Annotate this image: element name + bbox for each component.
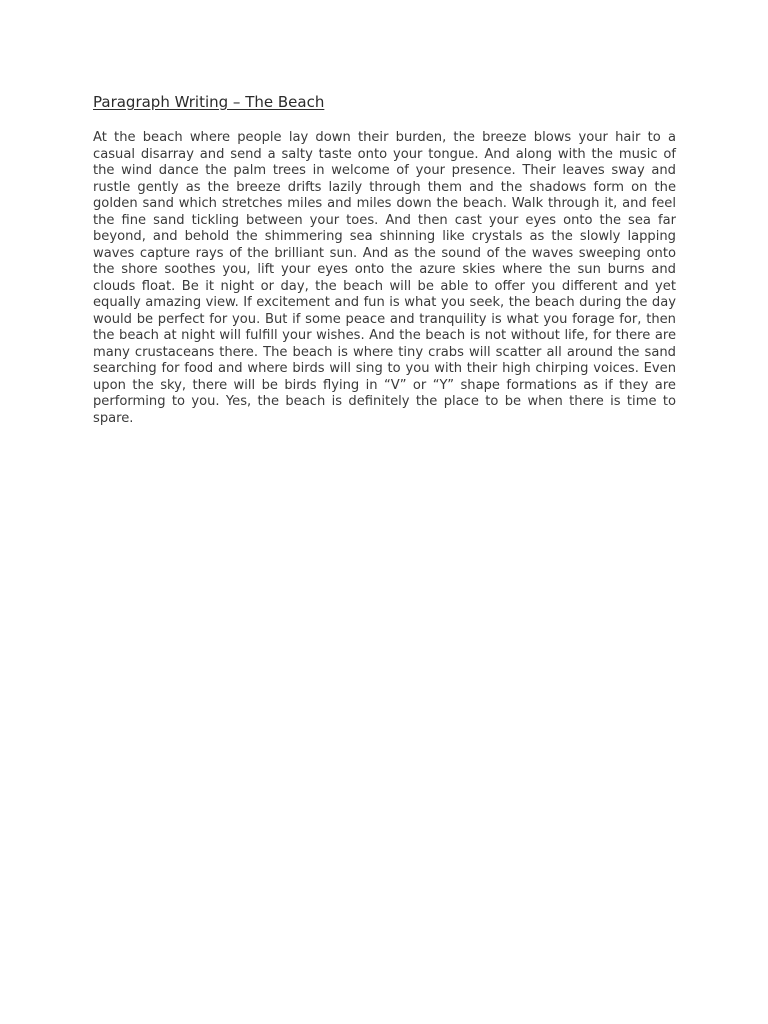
document-paragraph: At the beach where people lay down their burden, the breeze blows your hair to a casual disarray and send a salty taste onto your tongue. And along with the music of the wind dance the palm trees in welcome of your presence. Their leaves sway and rustle gently as the breeze drifts lazily through them and the shadows form on the golden sand which stretches miles and miles down the beach. Walk through it, and feel the fine sand tickling between your toes. And then cast your eyes onto the sea far beyond, and behold the shimmering sea shinning like crystals as the slowly lapping waves capture rays of the brilliant sun. And as the sound of the waves sweeping onto the shore soothes you, lift your eyes onto the azure skies where the sun burns and clouds float. Be it night or day, the beach will be able to offer you different and yet equally amazing view. If excitement and fun is what you seek, the beach during the day would be perfect for you. But if some peace and tranquility is what you forage for, then the beach at night will fulfill your wishes. And the beach is not without life, for there are many crustaceans there. The beach is where tiny crabs will scatter all around the sand searching for food and where birds will sing to you with their high chirping voices. Even upon the sky, there will be birds flying in “V” or “Y” shape formations as if they are performing to you. Yes, the beach is definitely the place to be when there is time to spare.	[93, 130, 676, 426]
document-title: Paragraph Writing – The Beach	[93, 93, 325, 111]
